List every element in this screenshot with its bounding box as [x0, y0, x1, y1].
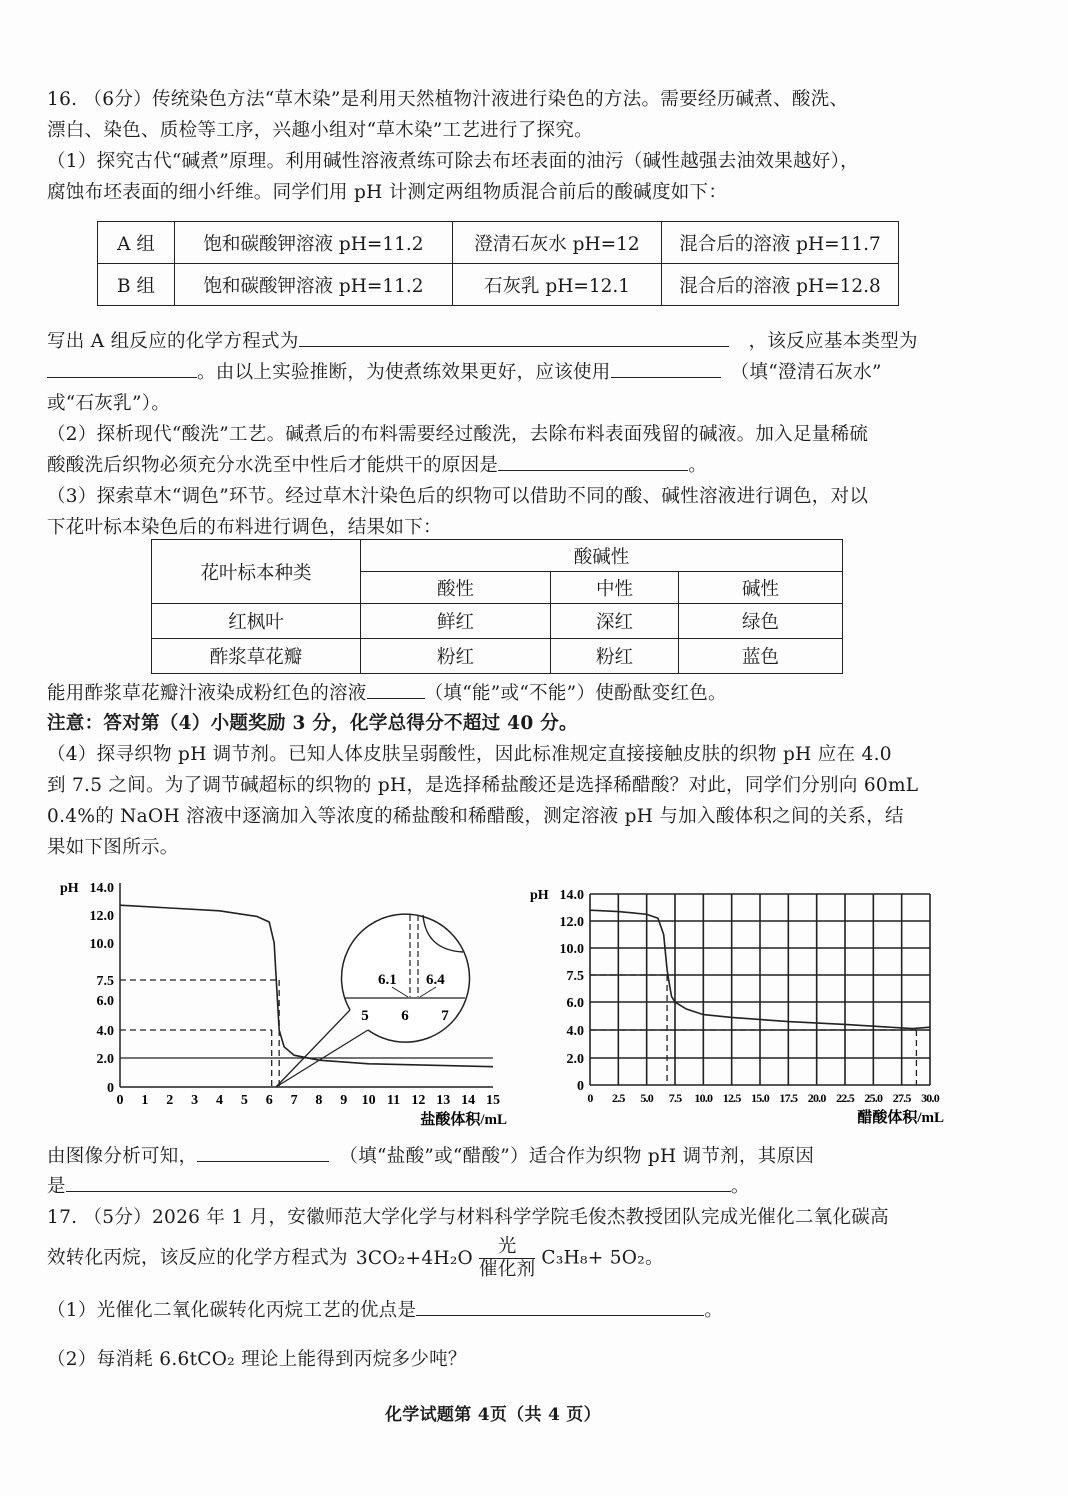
answer-blank[interactable]	[611, 359, 721, 378]
y-tick-label: 4.0	[96, 1024, 114, 1039]
q16-line	[47, 679, 727, 705]
q17-line: 17. （5分）2026 年 1 月，安徽师范大学化学与材料科学学院毛俊杰教授团队完成光催化二氧化碳高	[47, 1207, 889, 1228]
text: （填“澄清石灰水”	[730, 362, 882, 383]
inset-tick-label: 6	[401, 1008, 409, 1024]
text: 能用酢浆草花瓣汁液染成粉红色的溶液	[47, 683, 367, 704]
table-cell: 深红	[551, 604, 679, 639]
answer-blank[interactable]	[197, 1143, 329, 1162]
table-cell: 鲜红	[361, 604, 551, 639]
x-tick-label: 2	[166, 1093, 174, 1108]
y-tick-label: 14.0	[89, 881, 114, 896]
x-tick-label: 1	[141, 1093, 149, 1108]
inset-tick-label: 7	[441, 1008, 449, 1024]
x-tick-label: 7	[290, 1093, 298, 1108]
q16-line: 腐蚀布坯表面的细小纤维。同学们用 pH 计测定两组物质混合前后的酸碱度如下：	[47, 182, 728, 203]
table-cell: 澄清石灰水 pH=12	[453, 222, 662, 264]
q16-line: 16. （6分）传统染色方法“草木染”是利用天然植物汁液进行染色的方法。需要经历碱煮、酸洗、	[47, 89, 849, 110]
inset-label: 6.1	[378, 972, 397, 988]
answer-blank[interactable]	[498, 452, 688, 471]
x-tick-label: 12.5	[722, 1091, 741, 1105]
table-row	[152, 639, 843, 674]
y-axis-label: pH	[530, 888, 549, 903]
table-row	[98, 222, 899, 264]
y-tick-label: 12.0	[559, 915, 584, 930]
text: 。	[704, 1300, 724, 1321]
text: （填“能”或“不能”）使酚酞变红色。	[424, 683, 727, 704]
y-tick-label: 0	[107, 1081, 114, 1096]
table-cell: 粉红	[551, 639, 679, 674]
page-footer: 化学试题第 4页（共 4 页）	[385, 1405, 601, 1425]
answer-blank[interactable]	[416, 1297, 704, 1316]
table-header: 碱性	[679, 572, 843, 604]
x-tick-label: 30.0	[921, 1091, 939, 1105]
x-tick-label: 3	[191, 1093, 199, 1108]
x-tick-label: 8	[315, 1093, 323, 1108]
answer-blank[interactable]	[367, 680, 425, 699]
q16-line	[47, 327, 918, 353]
table-row	[152, 604, 843, 639]
x-tick-label: 12	[411, 1093, 426, 1108]
q16-line	[47, 451, 707, 477]
x-tick-label: 15.0	[751, 1091, 769, 1105]
x-tick-label: 14	[461, 1093, 476, 1108]
text: （1）光催化二氧化碳转化丙烷工艺的优点是	[47, 1300, 417, 1321]
q16-line: （1）探究古代“碱煮”原理。利用碱性溶液煮练可除去布坯表面的油污（碱性越强去油效果越好），	[47, 151, 859, 172]
text: 效转化丙烷，该反应的化学方程式为	[47, 1247, 348, 1269]
x-tick-label: 5.0	[640, 1091, 653, 1105]
table-header: 花叶标本种类	[152, 540, 361, 604]
x-axis-label: 盐酸体积/mL	[420, 1112, 507, 1128]
text: （填“盐酸”或“醋酸”）适合作为织物 pH 调节剂，其原因	[339, 1146, 815, 1167]
table-cell: 酢浆草花瓣	[152, 639, 361, 674]
text: 。	[644, 1247, 664, 1269]
x-tick-label: 5	[240, 1093, 248, 1108]
table-row	[152, 540, 843, 572]
table-cell: 饱和碳酸钾溶液 pH=11.2	[175, 222, 453, 264]
table-cell: 石灰乳 pH=12.1	[453, 264, 662, 306]
x-tick-label: 25.0	[864, 1091, 883, 1105]
y-tick-label: 14.0	[559, 888, 584, 903]
text: 。	[730, 1176, 750, 1197]
y-tick-label: 10.0	[89, 937, 114, 952]
y-tick-label: 0	[577, 1079, 584, 1094]
q16-line: 下花叶标本染色后的布料进行调色，结果如下：	[47, 517, 442, 538]
equation-reactants: 3CO₂+4H₂O	[355, 1247, 474, 1269]
q16-line: （4）探寻织物 pH 调节剂。已知人体皮肤呈弱酸性，因此标准规定直接接触皮肤的织物 pH 应在 4.0	[47, 744, 892, 765]
y-tick-label: 12.0	[89, 909, 114, 924]
y-tick-label: 7.5	[566, 969, 584, 984]
y-tick-label: 7.5	[96, 974, 114, 989]
y-axis-label: pH	[60, 881, 79, 896]
x-tick-label: 7.5	[668, 1091, 682, 1105]
text: 酸酸洗后织物必须充分水洗至中性后才能烘干的原因是	[47, 455, 499, 476]
x-tick-label: 20.0	[807, 1091, 826, 1105]
y-tick-label: 6.0	[96, 994, 114, 1009]
x-axis-label: 醋酸体积/mL	[857, 1110, 944, 1126]
q16-line: 0.4%的 NaOH 溶液中逐滴加入等浓度的稀盐酸和稀醋酸，测定溶液 pH 与加入酸体积之间的关系，结	[47, 806, 904, 827]
hcl-titration-chart	[40, 870, 520, 1132]
table-header: 中性	[551, 572, 679, 604]
answer-blank[interactable]	[47, 359, 197, 378]
q16-line: 或“石灰乳”）。	[47, 393, 171, 414]
x-tick-label: 17.5	[779, 1091, 798, 1105]
x-tick-label: 27.5	[892, 1091, 911, 1105]
x-tick-label: 22.5	[836, 1091, 854, 1105]
x-tick-label: 2.5	[612, 1091, 625, 1105]
x-tick-label: 6	[265, 1093, 273, 1108]
color-table	[151, 539, 843, 674]
q16-line	[47, 1172, 750, 1198]
q16-line: 到 7.5 之间。为了调节碱超标的织物的 pH，是选择稀盐酸还是选择稀醋酸？对此，同学们分别向 60mL	[47, 775, 919, 796]
text: 。	[688, 455, 708, 476]
q16-line: （3）探索草木“调色”环节。经过草木汁染色后的织物可以借助不同的酸、碱性溶液进行调色，对以	[47, 486, 869, 507]
text: 是	[47, 1176, 66, 1197]
q17-line	[47, 1296, 723, 1322]
x-tick-label: 11	[386, 1093, 401, 1108]
table-cell: 混合后的溶液 pH=11.7	[662, 222, 899, 264]
x-tick-label: 10	[361, 1093, 376, 1108]
y-tick-label: 6.0	[566, 996, 584, 1011]
y-tick-label: 10.0	[559, 942, 584, 957]
text: 写出 A 组反应的化学方程式为	[47, 331, 299, 352]
table-cell: 蓝色	[679, 639, 843, 674]
answer-blank[interactable]	[299, 328, 729, 347]
table-row	[98, 264, 899, 306]
inset-label: 6.4	[426, 972, 445, 988]
q16-line: 漂白、染色、质检等工序，兴趣小组对“草木染”工艺进行了探究。	[47, 120, 593, 141]
table-header: 酸碱性	[361, 540, 843, 572]
ph-table	[97, 221, 899, 306]
text: ，该反应基本类型为	[748, 331, 918, 352]
inset-tick-label: 5	[361, 1008, 369, 1024]
q17-equation-line	[47, 1236, 664, 1281]
text: 。由以上实验推断，为使煮练效果更好，应该使用	[197, 362, 611, 383]
table-cell: 粉红	[361, 639, 551, 674]
q16-line: 果如下图所示。	[47, 837, 179, 858]
table-cell: 饱和碳酸钾溶液 pH=11.2	[175, 264, 453, 306]
q17-line: （2）每消耗 6.6tCO₂ 理论上能得到丙烷多少吨？	[47, 1349, 467, 1370]
q16-line	[47, 1142, 814, 1168]
x-tick-label: 15	[486, 1093, 500, 1108]
x-tick-label: 9	[340, 1093, 348, 1108]
x-tick-label: 10.0	[694, 1091, 713, 1105]
table-cell: 绿色	[679, 604, 843, 639]
y-tick-label: 2.0	[96, 1052, 114, 1067]
q16-line: （2）探析现代“酸洗”工艺。碱煮后的布料需要经过酸洗，去除布料表面残留的碱液。加入足量稀硫	[47, 424, 869, 445]
table-cell: B 组	[98, 264, 175, 306]
table-cell: 红枫叶	[152, 604, 361, 639]
bonus-note: 注意：答对第（4）小题奖励 3 分，化学总得分不超过 40 分。	[47, 713, 578, 734]
q16-line	[47, 358, 882, 384]
x-tick-label: 13	[436, 1093, 451, 1108]
x-tick-label: 4	[215, 1093, 223, 1108]
table-cell: 混合后的溶液 pH=12.8	[662, 264, 899, 306]
table-header: 酸性	[361, 572, 551, 604]
x-tick-label: 0	[116, 1093, 124, 1108]
text: 由图像分析可知，	[47, 1146, 198, 1167]
table-cell: A 组	[98, 222, 175, 264]
x-tick-label: 0	[587, 1091, 593, 1105]
y-tick-label: 2.0	[566, 1052, 584, 1067]
answer-blank[interactable]	[66, 1173, 731, 1192]
acetic-titration-chart	[530, 880, 950, 1130]
y-tick-label: 4.0	[566, 1024, 584, 1039]
equation-products: C₃H₈+ 5O₂	[541, 1247, 645, 1269]
condition-catalyst: 催化剂	[479, 1259, 536, 1280]
condition-light: 光	[479, 1236, 535, 1259]
reaction-conditions	[479, 1236, 535, 1281]
